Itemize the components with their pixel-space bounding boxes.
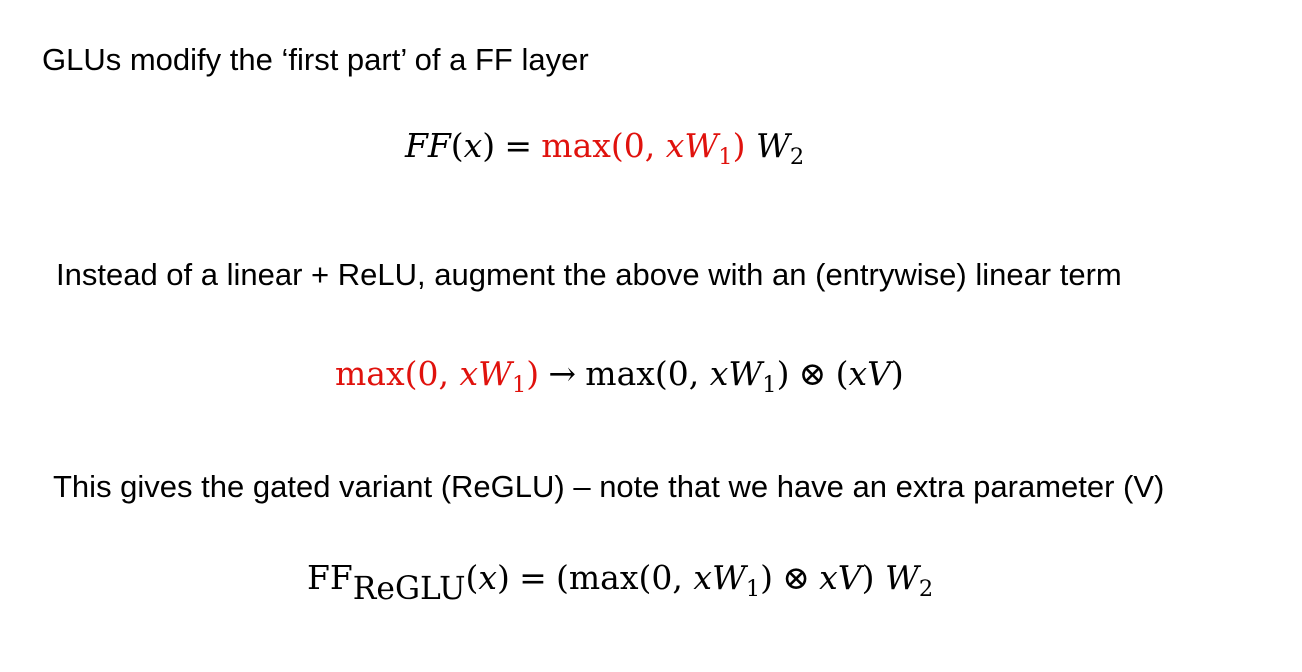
eq2-x: x — [459, 354, 479, 393]
eq2-v: V — [867, 354, 891, 393]
eq3-w1: W — [711, 558, 746, 597]
eq2-lparen2: ( — [654, 354, 668, 393]
gives-text: This gives the gated variant (ReGLU) – note that we have an extra parameter (V) — [53, 469, 1165, 504]
eq3-max: max — [568, 558, 639, 597]
eq1-x: x — [463, 126, 483, 165]
eq2-w1-sub: 1 — [512, 372, 527, 399]
eq1-zero: 0 — [623, 126, 645, 165]
eq1-rparen2: ) — [732, 126, 746, 165]
eq3-rparen2: ) — [760, 558, 774, 597]
eq2-arrow: → — [548, 354, 577, 393]
eq1-max-term — [541, 126, 746, 171]
eq2-x3: x — [848, 354, 868, 393]
eq2-zero2: 0 — [667, 354, 689, 393]
eq2-w1b: W — [728, 354, 763, 393]
equation-ff — [405, 126, 805, 171]
eq1-lparen: ( — [450, 126, 464, 165]
eq3-otimes: ⊗ — [782, 558, 810, 597]
eq2-lparen3: ( — [835, 354, 849, 393]
eq1-max: max — [541, 126, 611, 165]
eq2-otimes: ⊗ — [798, 354, 827, 393]
eq2-rparen: ) — [526, 354, 540, 393]
eq2-comma: , — [438, 354, 449, 393]
eq1-w2: W — [755, 126, 790, 165]
eq3-w1-sub: 1 — [745, 576, 761, 603]
eq1-w1-sub: 1 — [718, 144, 733, 171]
eq3-comma: , — [672, 558, 683, 597]
eq3-x: x — [478, 558, 497, 597]
eq2-comma2: , — [688, 354, 700, 393]
eq2-max: max — [335, 354, 405, 393]
eq3-rparen: ) — [497, 558, 510, 597]
eq1-comma: , — [644, 126, 656, 165]
eq2-x2: x — [709, 354, 729, 393]
eq3-zero: 0 — [651, 558, 673, 597]
eq3-w2: W — [885, 558, 919, 597]
heading-text: GLUs modify the ‘first part’ of a FF layer — [42, 42, 589, 77]
eq1-ff: FF — [405, 126, 451, 165]
eq1-equals: = — [504, 126, 533, 165]
eq2-w1: W — [478, 354, 512, 393]
equation-reglu — [307, 558, 934, 608]
eq1-w1: W — [684, 126, 719, 165]
eq2-rparen2: ) — [776, 354, 790, 393]
eq3-lparen: ( — [465, 558, 479, 597]
eq2-zero: 0 — [417, 354, 439, 393]
eq3-equals: = — [519, 558, 547, 597]
eq3-lparen2: ( — [556, 558, 569, 597]
eq3-rparen3: ) — [861, 558, 875, 597]
eq1-x2: x — [665, 126, 685, 165]
eq2-rparen3: ) — [890, 354, 904, 393]
eq1-w2-sub: 2 — [789, 144, 805, 171]
eq2-w1b-sub: 1 — [762, 372, 777, 399]
eq3-ff: FF — [307, 558, 353, 597]
eq2-lparen: ( — [404, 354, 418, 393]
eq1-rparen: ) — [482, 126, 496, 165]
eq2-max-term — [335, 354, 540, 399]
eq3-x2: x — [693, 558, 712, 597]
equation-augment — [335, 354, 904, 399]
eq3-w2-sub: 2 — [918, 576, 934, 603]
eq3-v: V — [837, 558, 862, 597]
instead-text: Instead of a linear + ReLU, augment the above with an (entrywise) linear term — [56, 257, 1122, 292]
eq3-x3: x — [819, 558, 838, 597]
eq3-reglu-sub: ReGLU — [352, 571, 466, 608]
eq3-lparen3: ( — [638, 558, 652, 597]
eq1-lparen2: ( — [610, 126, 624, 165]
eq2-max2: max — [585, 354, 655, 393]
